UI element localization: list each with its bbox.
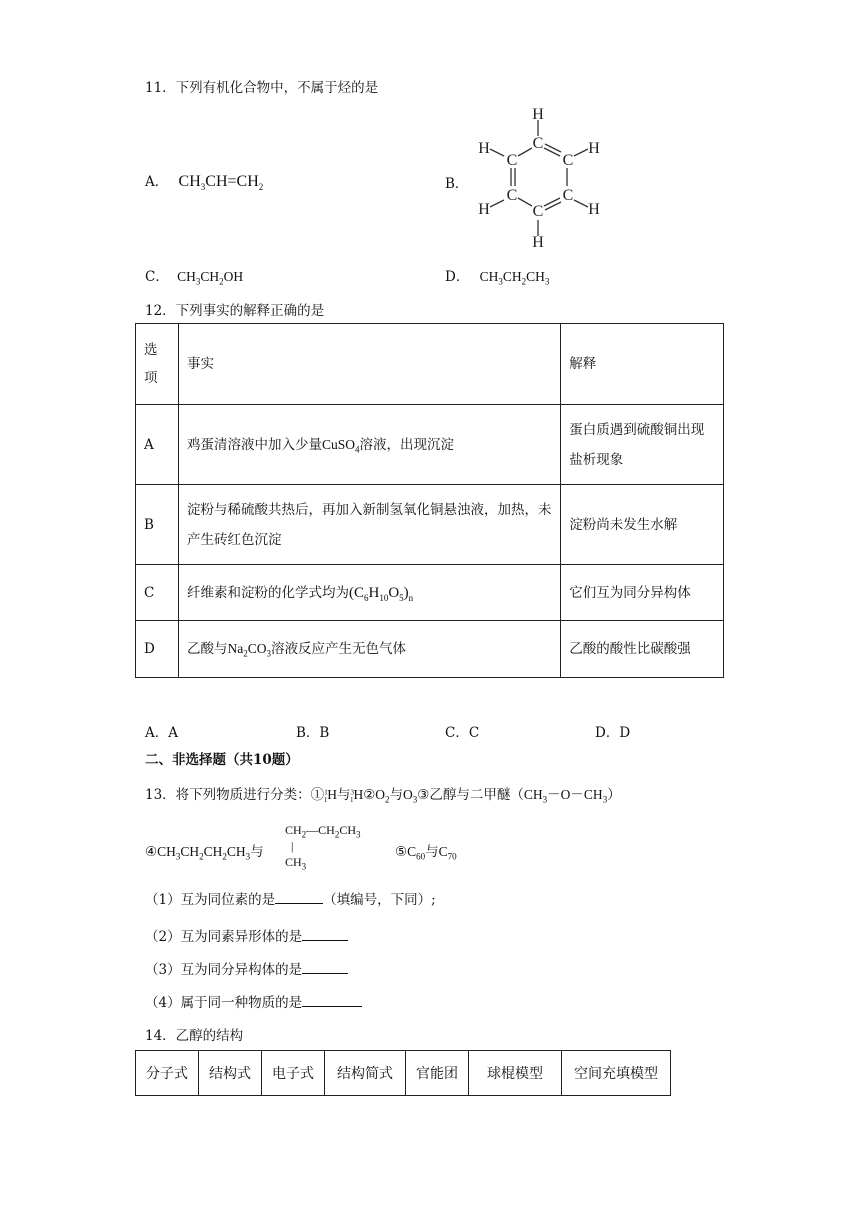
- q12-table: [135, 323, 724, 678]
- q12-choice-c: C．C: [445, 725, 480, 741]
- formula-propene: $CH_3CH=CH_2$: [178, 173, 264, 193]
- row-explain: 蛋白质遇到硫酸铜出现盐析现象: [561, 405, 724, 485]
- q14-table: [135, 1050, 671, 1096]
- header-cell: 电子式: [262, 1051, 325, 1096]
- atom-h: H: [478, 201, 490, 218]
- sub-question-text: （1）互为同位素的是: [145, 892, 276, 908]
- row-explain: 它们互为同分异构体: [561, 565, 724, 621]
- formula-propane: $CH_3CH_2CH_3$: [479, 269, 550, 287]
- table-row: [136, 565, 724, 621]
- header-cell: 官能团: [406, 1051, 469, 1096]
- option-label: C．: [145, 269, 169, 285]
- q13-stem-text: 13．将下列物质进行分类：①: [145, 787, 325, 803]
- table-row: [136, 405, 724, 485]
- header-fact: 事实: [178, 324, 560, 405]
- atom-c: C: [532, 203, 544, 220]
- q11-option-b-label: B．: [445, 176, 469, 192]
- q13-sub4: [145, 991, 362, 1011]
- row-explain: 淀粉尚未发生水解: [561, 485, 724, 565]
- table-row: [136, 485, 724, 565]
- row-option: A: [136, 405, 179, 485]
- header-cell: 空间充填模型: [562, 1051, 671, 1096]
- row-fact: 纤维素和淀粉的化学式均为$(C_6H_{10}O_5)_n$: [178, 565, 560, 621]
- header-explain: 解释: [561, 324, 724, 405]
- atom-c: C: [562, 152, 574, 169]
- q11-option-c: [145, 265, 243, 285]
- benzene-structure: [470, 104, 610, 252]
- q13-sub1: [145, 888, 436, 908]
- option-label: A．: [145, 174, 169, 190]
- q13-branched-structure: $CH_2—CH_2CH_3$ | $CH_3$: [285, 823, 361, 872]
- atom-h: H: [532, 106, 544, 123]
- atom-h: H: [532, 234, 544, 251]
- table-header-row: [136, 324, 724, 405]
- row-option: D: [136, 621, 179, 678]
- answer-blank[interactable]: [302, 926, 348, 941]
- table-row: [136, 621, 724, 678]
- q14-stem: 14．乙醇的结构: [145, 1028, 244, 1044]
- sub-question-text: （3）互为同分异构体的是: [145, 962, 303, 978]
- answer-blank[interactable]: [302, 959, 348, 974]
- sub-question-tail: （填编号，下同）;: [323, 892, 436, 908]
- sub-question-text: （2）互为同素异形体的是: [145, 929, 303, 945]
- q13-stem: 13．将下列物质进行分类：①$^1_1$H与$^3_1H②O_2$与$O_3③$乙醇与二甲醚$(CH_3-O-CH_3)$: [145, 787, 621, 805]
- q12-choice-d: D．D: [595, 725, 631, 741]
- atom-h: H: [588, 140, 600, 157]
- option-label: D．: [445, 269, 470, 285]
- row-option: B: [136, 485, 179, 565]
- q13-sub2: [145, 925, 348, 945]
- q11-option-d: [445, 265, 549, 285]
- row-explain: 乙酸的酸性比碳酸强: [561, 621, 724, 678]
- header-cell: 分子式: [136, 1051, 199, 1096]
- answer-blank[interactable]: [275, 889, 323, 904]
- table-header-row: [136, 1051, 671, 1096]
- atom-h: H: [588, 201, 600, 218]
- row-fact: 乙酸与$Na_2CO_3$溶液反应产生无色气体: [178, 621, 560, 678]
- sub-question-text: （4）属于同一种物质的是: [145, 995, 303, 1011]
- q11-stem: 11．下列有机化合物中，不属于烃的是: [145, 80, 379, 96]
- atom-c: C: [506, 187, 518, 204]
- q13-sub3: [145, 958, 348, 978]
- atom-c: C: [506, 152, 518, 169]
- atom-c: C: [562, 187, 574, 204]
- header-option: 选 项: [136, 324, 179, 405]
- header-cell: 结构简式: [325, 1051, 406, 1096]
- q11-option-a: [145, 170, 263, 191]
- q12-choice-b: B．B: [296, 725, 330, 741]
- row-fact: 淀粉与稀硫酸共热后，再加入新制氢氧化铜悬浊液，加热，未产生砖红色沉淀: [178, 485, 560, 565]
- q12-choice-a: A．A: [145, 725, 178, 741]
- section-title: 二、非选择题（共10题）: [145, 752, 299, 768]
- q12-stem: 12．下列事实的解释正确的是: [145, 303, 325, 319]
- row-option: C: [136, 565, 179, 621]
- formula-ethanol: $CH_3CH_2OH$: [177, 269, 244, 287]
- atom-h: H: [478, 140, 490, 157]
- q13-item5: $⑤C_{60}$与$C_{70}$: [395, 844, 457, 862]
- atom-c: C: [532, 135, 544, 152]
- row-fact: 鸡蛋清溶液中加入少量CuSO$_4$溶液，出现沉淀: [178, 405, 560, 485]
- header-cell: 球棍模型: [469, 1051, 562, 1096]
- q13-item4: $④CH_3CH_2CH_2CH_3$与: [145, 844, 264, 862]
- header-cell: 结构式: [199, 1051, 262, 1096]
- answer-blank[interactable]: [302, 992, 362, 1007]
